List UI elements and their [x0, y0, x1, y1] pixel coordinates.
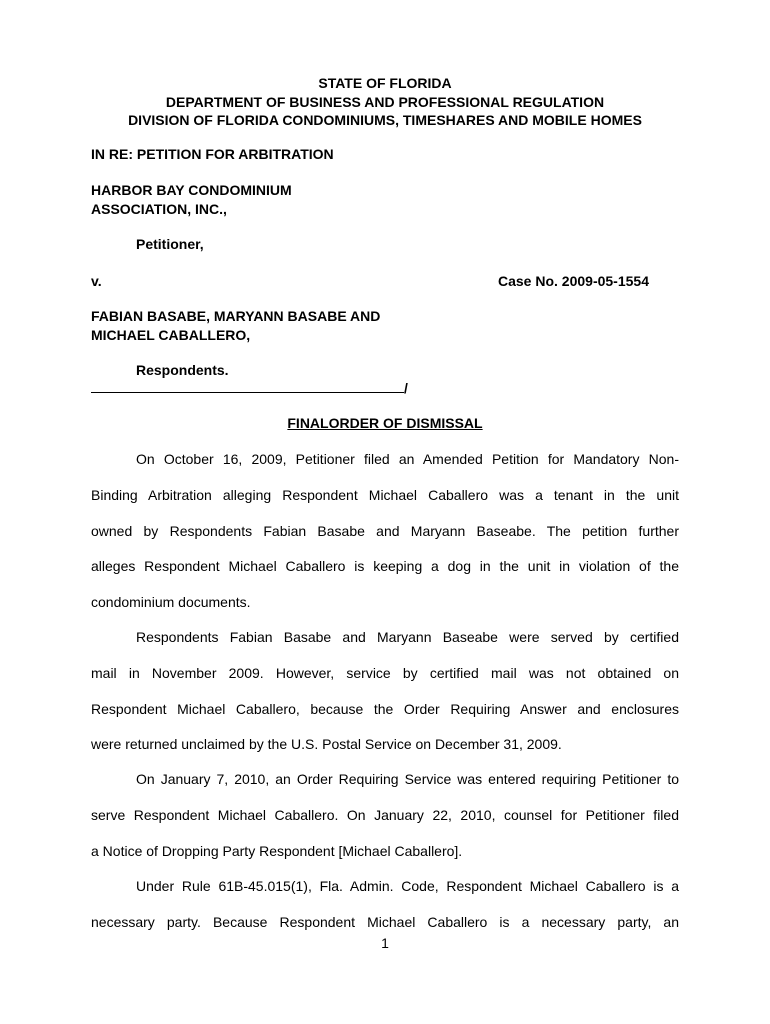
paragraph-line: On October 16, 2009, Petitioner filed an Amended Petition for Mandatory Non-	[136, 451, 679, 467]
petitioner-role: Petitioner,	[136, 236, 204, 252]
header-division: DIVISION OF FLORIDA CONDOMINIUMS, TIMESHARES AND MOBILE HOMES	[128, 112, 642, 128]
paragraph-line: condominium documents.	[91, 594, 251, 610]
header-state: STATE OF FLORIDA	[318, 75, 452, 91]
agency-header	[0, 74, 770, 130]
case-number: Case No. 2009-05-1554	[498, 273, 649, 289]
paragraph-line: On January 7, 2010, an Order Requiring Service was entered requiring Petitioner to	[136, 771, 679, 787]
paragraph-line: owned by Respondents Fabian Basabe and Maryann Baseabe. The petition further	[91, 523, 679, 539]
petitioner-name-line1: HARBOR BAY CONDOMINIUM	[91, 182, 292, 198]
paragraph-line: Respondents Fabian Basabe and Maryann Baseabe were served by certified	[136, 629, 679, 645]
header-department: DEPARTMENT OF BUSINESS AND PROFESSIONAL REGULATION	[165, 93, 605, 110]
paragraph-line: Respondent Michael Caballero, because the Order Requiring Answer and enclosures	[91, 701, 679, 717]
signature-slash: /	[404, 380, 408, 396]
respondents-name-line2: MICHAEL CABALLERO,	[91, 326, 251, 343]
caption-signature-line	[91, 379, 408, 398]
paragraph-line: were returned unclaimed by the U.S. Postal Service on December 31, 2009.	[91, 736, 562, 752]
in-re-line: IN RE: PETITION FOR ARBITRATION	[91, 146, 334, 162]
paragraph-line: Under Rule 61B-45.015(1), Fla. Admin. Code, Respondent Michael Caballero is a	[136, 878, 679, 894]
page-number: 1	[381, 935, 389, 951]
respondents-name-line1: FABIAN BASABE, MARYANN BASABE AND	[91, 308, 381, 324]
petitioner-name-line2: ASSOCIATION, INC.,	[91, 200, 227, 217]
paragraph-line: mail in November 2009. However, service by certified mail was not obtained on	[91, 665, 679, 681]
paragraph-line: necessary party. Because Respondent Michael Caballero is a necessary party, an	[91, 914, 679, 930]
signature-rule	[91, 379, 404, 393]
paragraph-line: alleges Respondent Michael Caballero is keeping a dog in the unit in violation of the	[91, 558, 679, 574]
document-title: FINALORDER OF DISMISSAL	[287, 415, 483, 431]
versus: v.	[91, 273, 102, 289]
respondents-role: Respondents.	[136, 362, 229, 378]
paragraph-line: serve Respondent Michael Caballero. On January 22, 2010, counsel for Petitioner filed	[91, 807, 679, 823]
paragraph-line: a Notice of Dropping Party Respondent [Michael Caballero].	[91, 843, 463, 859]
paragraph-line: Binding Arbitration alleging Respondent Michael Caballero was a tenant in the unit	[91, 487, 679, 503]
